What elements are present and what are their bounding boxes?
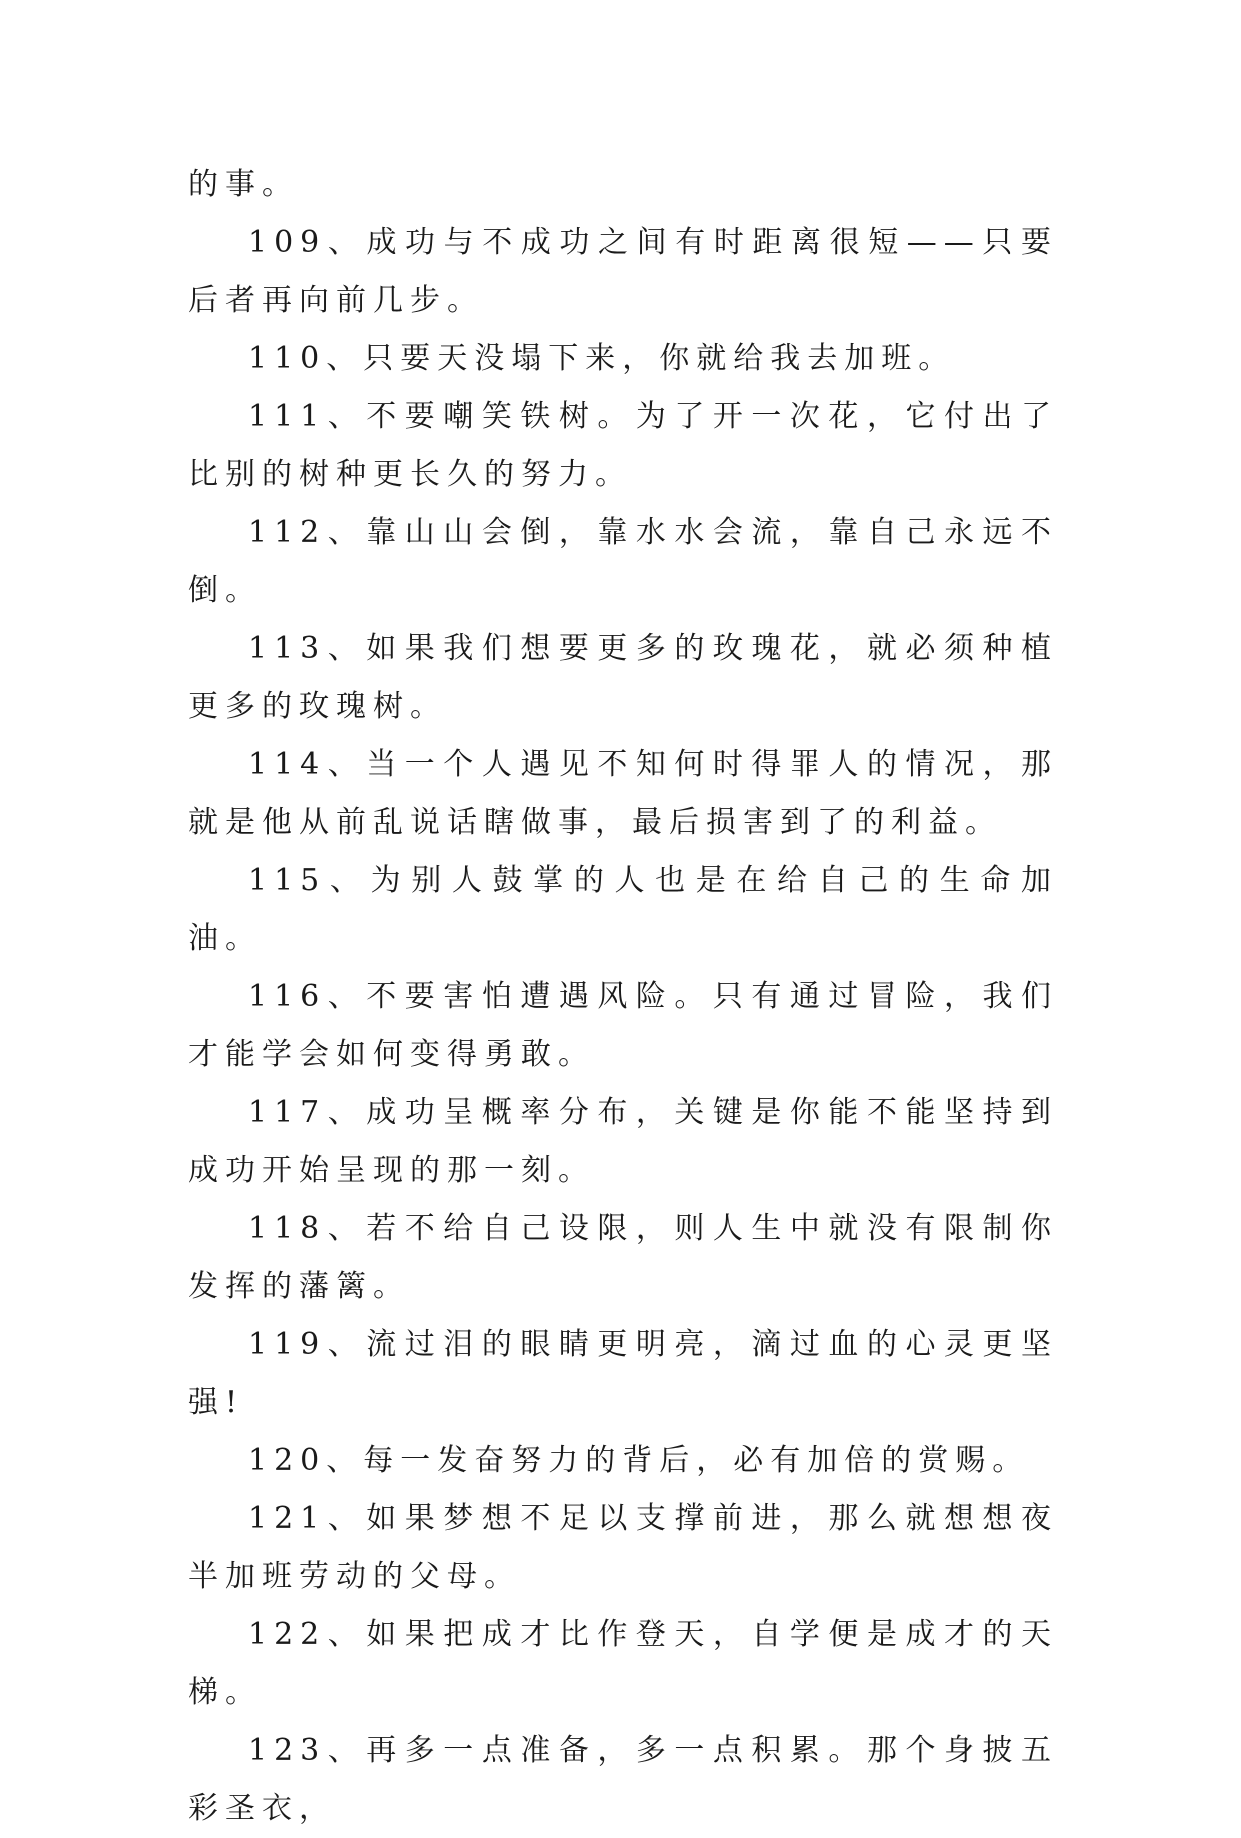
paragraph: 113、如果我们想要更多的玫瑰花，就必须种植更多的玫瑰树。 xyxy=(188,631,1058,724)
paragraph: 110、只要天没塌下来，你就给我去加班。 xyxy=(248,341,956,376)
paragraph: 118、若不给自己设限，则人生中就没有限制你发挥的藩篱。 xyxy=(188,1211,1058,1304)
paragraph: 114、当一个人遇见不知何时得罪人的情况，那就是他从前乱说话瞎做事，最后损害到了的利益。 xyxy=(188,747,1058,840)
paragraph: 119、流过泪的眼睛更明亮，滴过血的心灵更坚强! xyxy=(188,1327,1058,1420)
paragraph: 116、不要害怕遭遇风险。只有通过冒险，我们才能学会如何变得勇敢。 xyxy=(188,979,1058,1072)
document-body xyxy=(188,156,1058,1838)
paragraph: 121、如果梦想不足以支撑前进，那么就想想夜半加班劳动的父母。 xyxy=(188,1501,1058,1594)
paragraph: 120、每一发奋努力的背后，必有加倍的赏赐。 xyxy=(248,1443,1030,1478)
paragraph: 109、成功与不成功之间有时距离很短——只要后者再向前几步。 xyxy=(188,225,1058,318)
paragraph: 115、为别人鼓掌的人也是在给自己的生命加油。 xyxy=(188,863,1058,956)
paragraph: 123、再多一点准备，多一点积累。那个身披五彩圣衣， xyxy=(188,1733,1058,1826)
paragraph: 111、不要嘲笑铁树。为了开一次花，它付出了比别的树种更长久的努力。 xyxy=(188,399,1058,492)
paragraph: 的事。 xyxy=(188,167,299,202)
paragraph: 122、如果把成才比作登天，自学便是成才的天梯。 xyxy=(188,1617,1058,1710)
paragraph: 117、成功呈概率分布，关键是你能不能坚持到成功开始呈现的那一刻。 xyxy=(188,1095,1058,1188)
paragraph: 112、靠山山会倒，靠水水会流，靠自己永远不倒。 xyxy=(188,515,1058,608)
